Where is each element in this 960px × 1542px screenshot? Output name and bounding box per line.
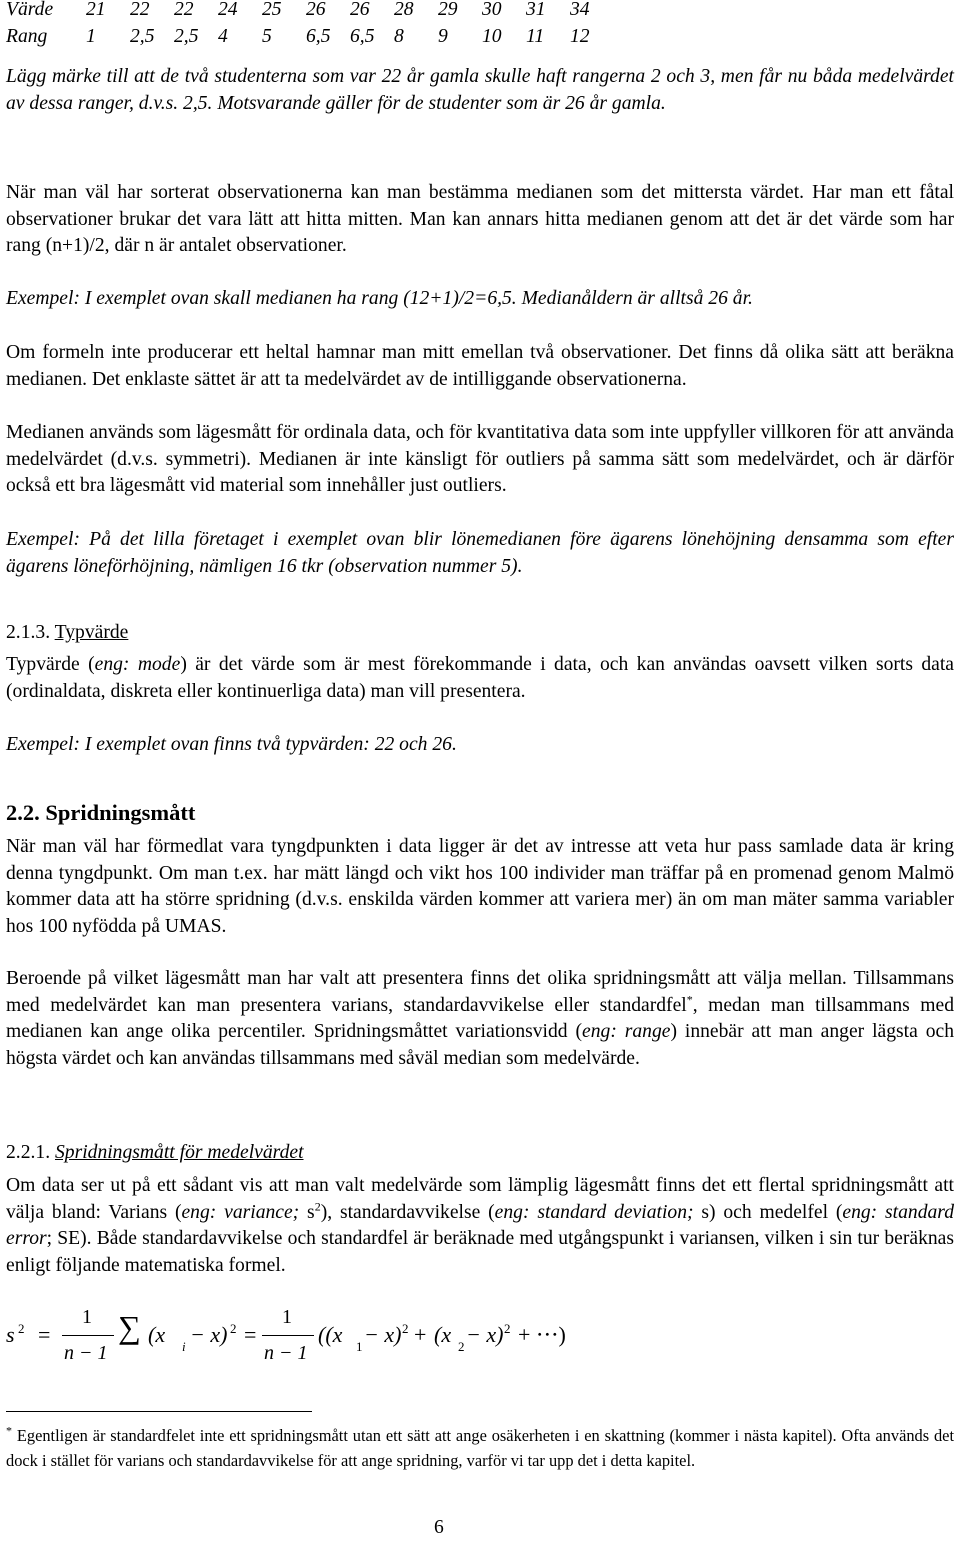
superscript-2: 2 (314, 1198, 321, 1213)
formula-square: 2 (402, 1321, 409, 1336)
example-label: Exempel (6, 529, 74, 550)
section-title: Typvärde (54, 622, 129, 643)
section-title: Spridningsmått för medelvärdet (54, 1142, 304, 1163)
section-number: 2.1.3. (6, 622, 55, 643)
formula-equals: = (38, 1322, 51, 1347)
fraction-bar (262, 1335, 314, 1336)
formula-tail: + ⋅⋅⋅) (518, 1322, 566, 1347)
row-label-value: Värde (6, 0, 54, 21)
value-cell: 26 (350, 0, 370, 21)
example-text: : I exemplet ovan skall medianen ha rang (12+1)/2=6,5. Medianåldern är alltså 26 år. (73, 288, 753, 309)
rank-cell: 2,5 (174, 26, 199, 48)
rank-cell: 6,5 (350, 26, 375, 48)
footnote-star: * (6, 1423, 12, 1438)
value-cell: 22 (130, 0, 150, 21)
dispersion-paragraph-2 (6, 966, 954, 1072)
rank-cell: 9 (438, 26, 448, 48)
mode-english-term: eng: mode (94, 654, 181, 675)
formula-denominator: n − 1 (264, 1342, 308, 1364)
variance-text-a: Om data ser ut på ett sådant vis att man valt medelvärde som lämplig lägesmått finns det ett flertal spridningsmått att välja bland: Varians ( (6, 1175, 954, 1223)
median-paragraph-2: Om formeln inte producerar ett heltal hamnar man mitt emellan två observationer. Det finns då olika sätt att beräkna medianen. Det enklaste sättet är att ta medelvärdet av de intilliggande observationerna. (6, 342, 954, 390)
footnote-text: Egentligen är standardfelet inte ett spridningsmått utan ett sätt att ange osäkerheten i en skattning (kommer i nästa kapitel). Ofta används det dock i stället för varians och standardavvikelse för att ange spridning, varför vi tar upp det i detta kapitel. (6, 1426, 954, 1470)
formula-term: (x (434, 1322, 452, 1347)
variance-text-b: ), standardavvikelse ( (320, 1201, 495, 1223)
rank-cell: 11 (526, 26, 545, 48)
dispersion-text-b: , medan man tillsammans med medianen kan ange olika percentiler. Spridningsmåttet variationsvidd ( (6, 994, 954, 1042)
variance-paragraph (6, 1173, 954, 1279)
row-label-rank: Rang (6, 26, 48, 48)
rank-table-value-row (6, 0, 614, 24)
median-paragraph-3: Medianen används som lägesmått för ordinala data, och för kvantitativa data som inte uppfyller villkoren för att använda medelvärdet (d.v.s. symmetri). Medianen är inte känsligt för outliers på samma sätt som medelvärdet, och är därför också ett bra lägesmått vid material som innehåller just outliers. (6, 422, 954, 496)
value-cell: 26 (306, 0, 326, 21)
formula-subscript-2: 2 (458, 1339, 465, 1354)
rank-table (6, 0, 614, 51)
rank-cell: 6,5 (306, 26, 331, 48)
example-mode (6, 732, 954, 759)
value-cell: 31 (526, 0, 546, 21)
rank-cell: 5 (262, 26, 272, 48)
example-wage-median (6, 527, 954, 580)
example-text: : I exemplet ovan finns två typvärden: 22 och 26. (73, 734, 457, 755)
formula-numerator: 1 (82, 1306, 92, 1328)
rank-cell: 4 (218, 26, 228, 48)
range-english-term: eng: range (582, 1021, 671, 1042)
footnote (6, 1424, 954, 1473)
mode-text-b: ) är det värde som är mest förekommande i data, och kan användas oavsett vilken sorts data (ordinaldata, diskreta eller kontinuerliga data) man vill presentera. (6, 654, 955, 702)
formula-term-tail: − x) (190, 1322, 228, 1347)
sum-symbol: ∑ (118, 1309, 141, 1345)
value-cell: 29 (438, 0, 458, 21)
footnote-separator (6, 1411, 312, 1412)
formula-denominator: n − 1 (64, 1342, 108, 1364)
rank-cell: 2,5 (130, 26, 155, 48)
section-number: 2.2.1. (6, 1142, 55, 1163)
rank-cell: 8 (394, 26, 404, 48)
formula-subscript-i: i (182, 1339, 186, 1354)
dispersion-text-c: ) innebär att man anger lägsta och högsta värdet och kan användas tillsammans med såväl median som medelvärde. (6, 1021, 954, 1069)
formula-numerator: 1 (282, 1306, 292, 1328)
mode-text-a: Typvärde ( (6, 654, 95, 675)
variance-symbol: s (299, 1201, 315, 1223)
value-cell: 34 (570, 0, 590, 21)
formula-subscript-1: 1 (356, 1339, 363, 1354)
example-label: Exempel (6, 288, 74, 309)
value-cell: 21 (86, 0, 106, 21)
footnote-marker: * (686, 991, 693, 1006)
value-cell: 25 (262, 0, 282, 21)
variance-text-c: s) och medelfel ( (693, 1201, 843, 1223)
formula-term: ((x (318, 1322, 343, 1347)
se-english-term: eng: standard error (6, 1201, 954, 1249)
variance-english-term: eng: variance; (181, 1201, 300, 1223)
value-cell: 30 (482, 0, 502, 21)
tied-ranks-note: Lägg märke till att de två studenterna som var 22 år gamla skulle haft rangerna 2 och 3, men får nu båda medelvärdet av dessa ranger, d.v.s. 2,5. Motsvarande gäller för de studenter som är 26 år gamla. (6, 66, 954, 114)
formula-plus: + (414, 1322, 427, 1347)
example-text: : På det lilla företaget i exemplet ovan blir lönemedianen före ägarens lönehöjning densamma som efter ägarens löneförhöjning, nämligen 16 tkr (observation nummer 5). (6, 529, 954, 577)
example-label: Exempel (6, 734, 74, 755)
median-paragraph-1: När man väl har sorterat observationerna kan man bestämma medianen som det mittersta värdet. Har man ett fåtal observationer brukar det vara lätt att hitta mitten. Man kan annars hitta medianen genom att det är det värde som har rang (n+1)/2, där n är antalet observationer. (6, 182, 954, 256)
formula-square: 2 (504, 1321, 511, 1336)
formula-square: 2 (230, 1321, 237, 1336)
formula-equals: = (244, 1322, 257, 1347)
sd-english-term: eng: standard deviation; (494, 1201, 694, 1223)
value-cell: 22 (174, 0, 194, 21)
section-2-2-1-heading (6, 1140, 954, 1167)
formula-term-tail: − x) (364, 1322, 402, 1347)
example-median (6, 286, 954, 313)
rank-cell: 10 (482, 26, 502, 48)
section-2-1-3-heading (6, 620, 954, 647)
dispersion-text-a: Beroende på vilket lägesmått man har valt att presentera finns det olika spridningsmått att välja mellan. Tillsammans med medelvärdet kan man presentera varians, standardavvikelse eller standardfel (6, 968, 954, 1016)
value-cell: 28 (394, 0, 414, 21)
rank-table-rank-row (6, 24, 614, 51)
mode-paragraph (6, 652, 954, 705)
formula-term-tail: − x) (466, 1322, 504, 1347)
rank-cell: 1 (86, 26, 96, 48)
value-cell: 24 (218, 0, 238, 21)
variance-text-d: ; SE). Både standardavvikelse och standardfel är beräknade med utgångspunkt i variansen, vilken i sin tur beräknas enligt följande matematiska formel. (6, 1228, 954, 1276)
page-number: 6 (434, 1517, 444, 1538)
fraction-bar (62, 1335, 114, 1336)
formula-term: (x (148, 1322, 166, 1347)
formula-s: s (6, 1322, 15, 1347)
formula-square: 2 (18, 1321, 25, 1336)
section-2-2-heading: 2.2. Spridningsmått (6, 800, 196, 825)
variance-formula (6, 1302, 626, 1372)
rank-cell: 12 (570, 26, 590, 48)
dispersion-paragraph-1: När man väl har förmedlat vara tyngdpunkten i data ligger är det av intresse att veta hur pass samlade data är kring denna tyngdpunkt. Om man t.ex. har mätt längd och vikt hos 100 individer man träffar på en promenad genom Malmö kommer data att ha större spridning (d.v.s. enskilda värden kommer att variera mer) än om man mäter samma variabler hos 100 nyfödda på UMAS. (6, 836, 954, 937)
